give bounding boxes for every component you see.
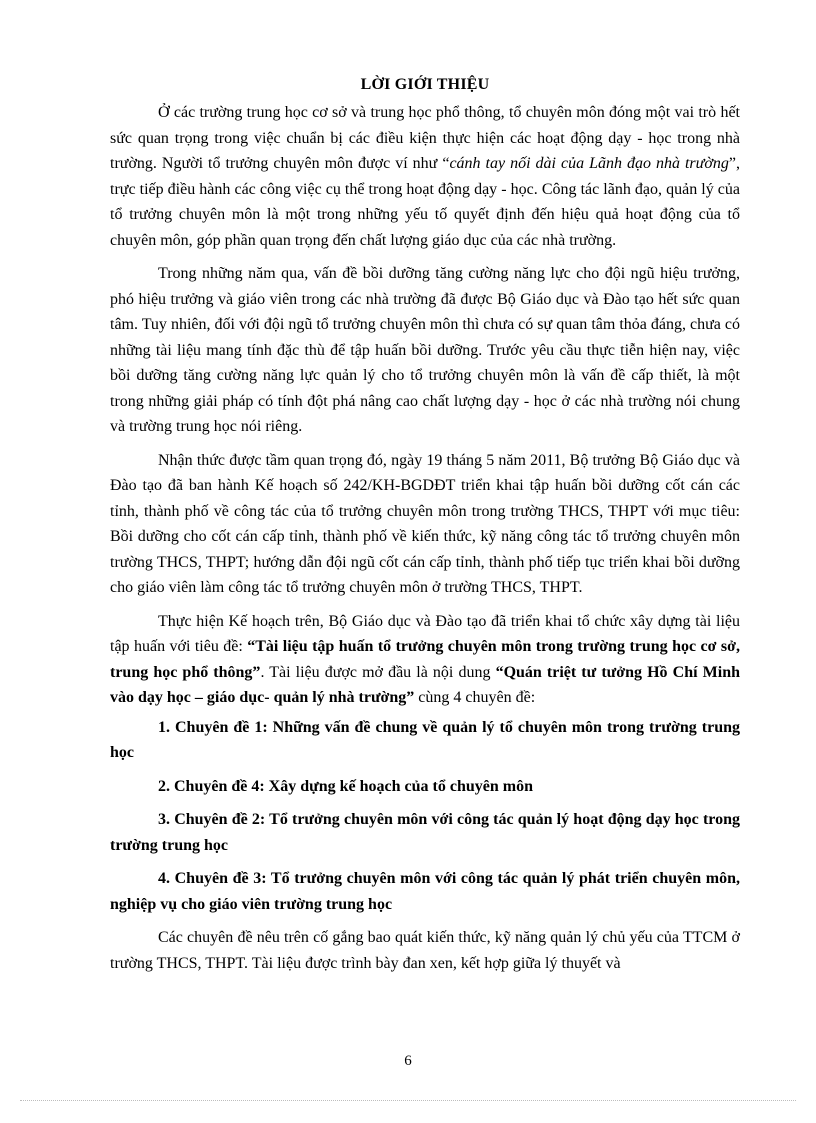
paragraph-intro-text-b: ”, trực tiếp điều hành các công việc cụ thể trong hoạt động dạy - học. Công tác lãnh đạo, quản lý của tổ trưởng chuyên môn là một trong những yếu tố quyết định đến hiệu quả hoạt động của tổ chuyên môn, góp phần quan trọng đến chất lượng giáo dục của các nhà trường.: [110, 155, 740, 249]
paragraph-implementation-text-e: cùng 4 chuyên đề:: [414, 689, 536, 706]
topic-item-1: 1. Chuyên đề 1: Những vấn đề chung về quản lý tổ chuyên môn trong trường trung học: [110, 718, 740, 761]
document-page: [110, 76, 740, 984]
topic-item-3: 3. Chuyên đề 2: Tổ trưởng chuyên môn với công tác quản lý hoạt động dạy học trong trường trung học: [110, 811, 740, 854]
page-title: LỜI GIỚI THIỆU: [360, 76, 490, 93]
paragraph-implementation: [110, 609, 740, 711]
page-break-divider: [20, 1100, 796, 1101]
paragraph-intro-emphasis: cánh tay nối dài của Lãnh đạo nhà trường: [449, 155, 729, 172]
page-number: 6: [404, 1053, 412, 1069]
paragraph-training: Trong những năm qua, vấn đề bồi dưỡng tăng cường năng lực cho đội ngũ hiệu trưởng, phó hiệu trưởng và giáo viên trong các nhà trường đã được Bộ Giáo dục và Đào tạo hết sức quan tâm. Tuy nhiên, đối với đội ngũ tổ trưởng chuyên môn thì chưa có sự quan tâm thỏa đáng, chưa có những tài liệu mang tính đặc thù để tập huấn bồi dưỡng. Trước yêu cầu thực tiễn hiện nay, việc bồi dưỡng tăng cường năng lực quản lý cho tổ trưởng chuyên môn là vấn đề cấp thiết, là một trong những giải pháp có tính đột phá nâng cao chất lượng dạy - học ở các nhà trường nói chung và trường trung học nói riêng.: [110, 265, 740, 435]
topic-item-4: 4. Chuyên đề 3: Tổ trưởng chuyên môn với công tác quản lý phát triển chuyên môn, nghiệp vụ cho giáo viên trường trung học: [110, 870, 740, 913]
topic-quote: “Quán triệt tư tưởng Hồ Chí Minh vào dạy học – giáo dục- quản lý nhà trường”: [110, 663, 740, 706]
paragraph-plan: Nhận thức được tầm quan trọng đó, ngày 19 tháng 5 năm 2011, Bộ trưởng Bộ Giáo dục và Đào tạo đã ban hành Kế hoạch số 242/KH-BGDĐT triển khai tập huấn bồi dưỡng cốt cán các tỉnh, thành phố về công tác của tổ trưởng chuyên môn trong trường THCS, THPT với mục tiêu: Bồi dưỡng cho cốt cán cấp tỉnh, thành phố về kiến thức, kỹ năng công tác tổ trưởng chuyên môn trường THCS, THPT; hướng dẫn đội ngũ cốt cán cấp tỉnh, thành phố tiếp tục triển khai bồi dưỡng cho giáo viên làm công tác tổ trưởng chuyên môn ở trường THCS, THPT.: [110, 451, 740, 596]
paragraph-implementation-text-c: . Tài liệu được mở đầu là nội dung: [260, 663, 496, 681]
paragraph-intro: [110, 100, 740, 253]
topic-item-2: 2. Chuyên đề 4: Xây dựng kế hoạch của tổ chuyên môn: [158, 777, 533, 795]
paragraph-summary: Các chuyên đề nêu trên cố gắng bao quát kiến thức, kỹ năng quản lý chủ yếu của TTCM ở trường THCS, THPT. Tài liệu được trình bày đan xen, kết hợp giữa lý thuyết và: [110, 929, 740, 972]
paragraph-intro-text-a: Ở các trường trung học cơ sở và trung học phổ thông, tổ chuyên môn đóng một vai trò hết sức quan trọng trong việc chuẩn bị các điều kiện thực hiện các hoạt động dạy - học trong nhà trường. Người tổ trưởng chuyên môn được ví như “: [110, 104, 740, 172]
document-title-quote: “Tài liệu tập huấn tổ trưởng chuyên môn trong trường trung học cơ sở, trung học phổ thông”: [110, 638, 740, 681]
paragraph-implementation-text-a: Thực hiện Kế hoạch trên, Bộ Giáo dục và Đào tạo đã triển khai tổ chức xây dựng tài liệu tập huấn với tiêu đề:: [110, 612, 740, 655]
